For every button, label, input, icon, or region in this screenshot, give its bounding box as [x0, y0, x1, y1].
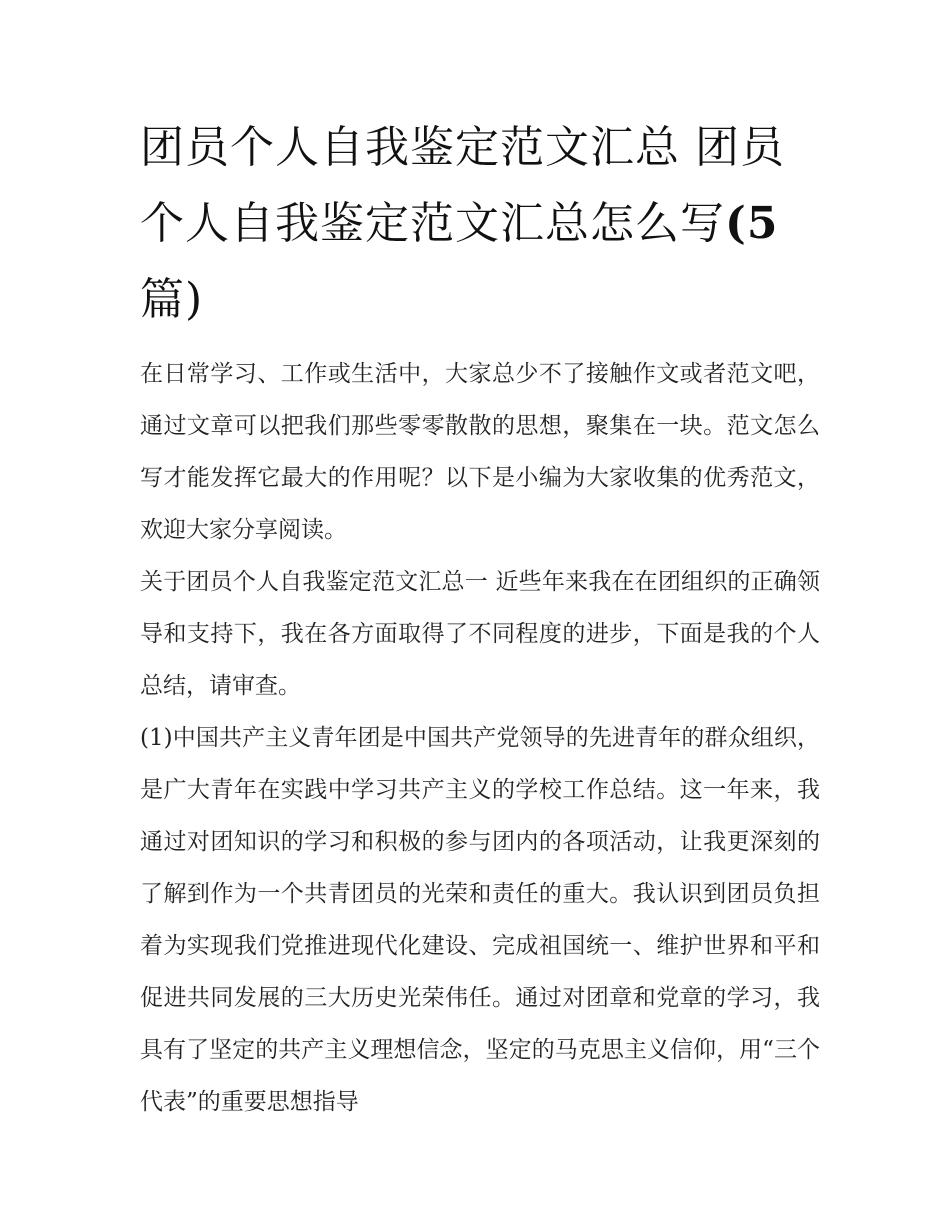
- title-suffix: 篇): [140, 274, 204, 325]
- title-count: (5: [725, 198, 779, 249]
- section-one-paragraph: 关于团员个人自我鉴定范文汇总一 近些年来我在在团组织的正确领导和支持下，我在各方面取得了不同程度的进步，下面是我的个人总结，请审查。: [140, 569, 820, 699]
- intro-paragraph: 在日常学习、工作或生活中，大家总少不了接触作文或者范文吧，通过文章可以把我们那些零零散散的思想，聚集在一块。范文怎么写才能发挥它最大的作用呢？以下是小编为大家收集的优秀范文，欢迎大家分享阅读。: [140, 361, 820, 543]
- document-title: [140, 110, 820, 338]
- body-paragraph: (1)中国共产主义青年团是中国共产党领导的先进青年的群众组织，是广大青年在实践中学习共产主义的学校工作总结。这一年来，我通过对团知识的学习和积极的参与团内的各项活动，让我更深刻的了解到作为一个共青团员的光荣和责任的重大。我认识到团员负担着为实现我们党推进现代化建设、完成祖国统一、维护世界和平和促进共同发展的三大历史光荣伟任。通过对团章和党章的学习，我具有了坚定的共产主义理想信念，坚定的马克思主义信仰，用“三个代表”的重要思想指导: [140, 725, 820, 1115]
- title-text: 团员个人自我鉴定范文汇总 团员个人自我鉴定范文汇总怎么写: [140, 122, 785, 249]
- document-body: [140, 110, 820, 1128]
